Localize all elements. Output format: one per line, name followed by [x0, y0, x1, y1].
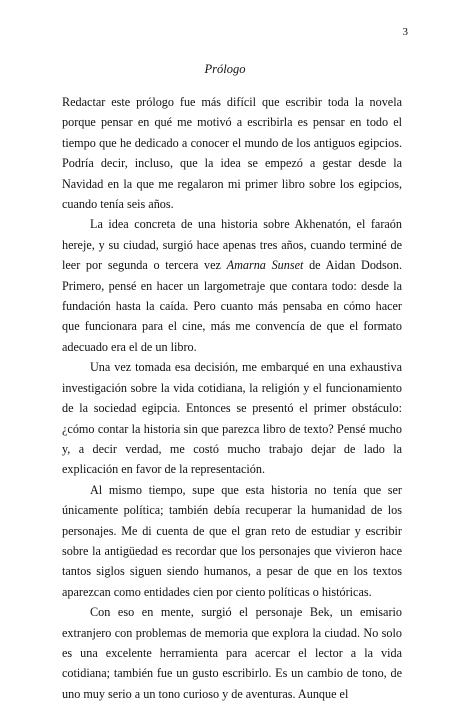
paragraph-2-text-before: La idea concreta de una historia sobre Akhenatón, el faraón hereje, y su ciudad, surgió hace apenas tres años, cuando terminé de leer por segunda o tercera vez: [62, 217, 402, 273]
paragraph-5: Con eso en mente, surgió el personaje Bek, un emisario extranjero con problemas de memoria que explora la ciudad. No solo es una excelente herramienta para acercar el lector a la vida cotidiana; también fue un gusto escribirlo. Es un cambio de tono, de uno muy serio a un tono curioso y de aventuras. Aunque el: [62, 605, 402, 701]
paragraph-3: Una vez tomada esa decisión, me embarqué en una exhaustiva investigación sobre la vida cotidiana, la religión y el funcionamiento de la sociedad egipcia. Entonces se presentó el primer obstáculo: ¿cómo contar la historia sin que parezca libro de texto? Pensé mucho y, a decir verdad, me costó mucho trabajo dejar de lado la explicación en favor de la representación.: [62, 360, 402, 477]
body-text: [62, 92, 402, 704]
paragraph-2: [62, 214, 402, 357]
paragraph-1: Redactar este prólogo fue más difícil que escribir toda la novela porque pensar en qué me motivó a escribirla es pensar en todo el tiempo que he dedicado a conocer el mundo de los antiguos egipcios. Podría decir, incluso, que la idea se empezó a gestar desde la Navidad en la que me regalaron mi primer libro sobre los egipcios, cuando tenía seis años.: [62, 95, 402, 212]
book-title: Amarna Sunset: [226, 258, 304, 273]
page-number: 3: [402, 26, 408, 38]
chapter-title: Prólogo: [204, 62, 246, 76]
paragraph-2-text-after: de Aidan Dodson. Primero, pensé en hacer un largometraje que contara todo: desde la fundación hasta la caída. Pero cuanto más pensaba en cómo hacer que funcionara para el cine, más me convencía de que el formato adecuado era el de un libro.: [62, 258, 402, 354]
paragraph-4: Al mismo tiempo, supe que esta historia no tenía que ser únicamente política; también debía recuperar la humanidad de los personajes. Me di cuenta de que el gran reto de estudiar y escribir sobre la antigüedad es recordar que los personajes que vivieron hace tantos siglos siguen siendo humanos, a pesar de que en los textos aparezcan como entidades cien por ciento políticas o históricas.: [62, 482, 402, 599]
